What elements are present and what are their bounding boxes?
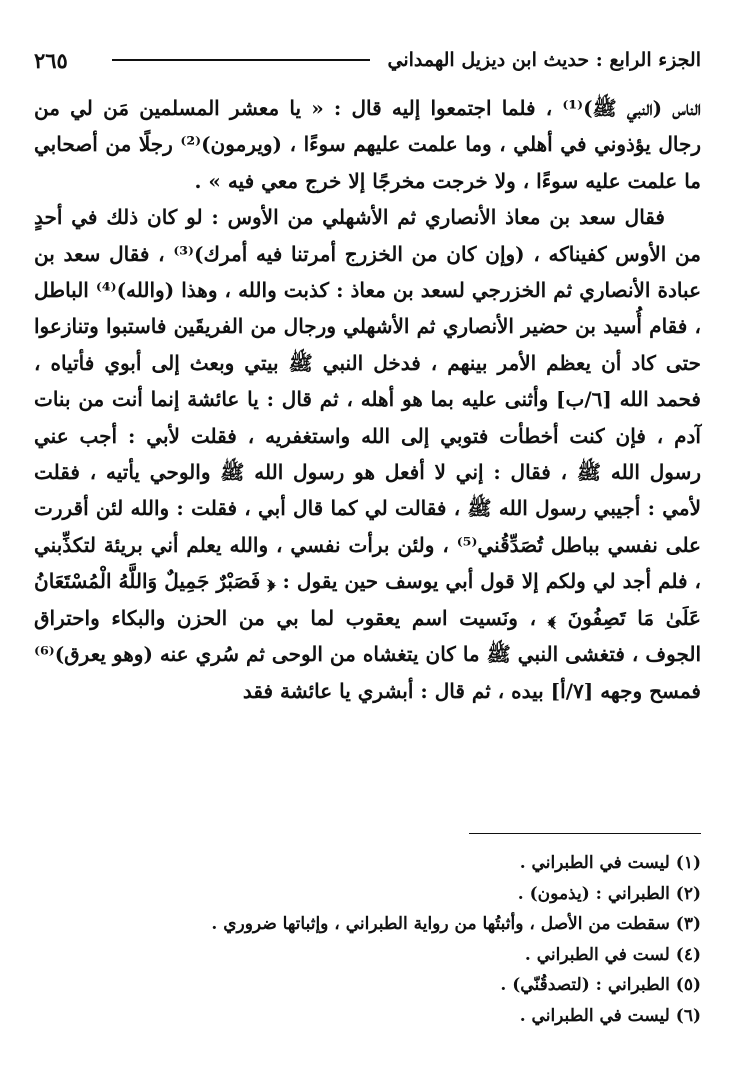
header-rule [112,59,370,61]
footnote-1: (١) ليست في الطبراني . [519,853,701,873]
footnote-divider [469,833,701,834]
footnote-4: (٤) لست في الطبراني . [524,944,701,965]
page-number: ٢٦٥ [34,47,68,73]
paragraph: فقال سعد بن معاذ الأنصاري ثم الأشهلي من الأوس : لو كان ذلك في أحدٍ من الأوس كفيناكه ، (وإن كان من الخزرج أمرتنا فيه أمرك)⁽³⁾ ، فقال سعد بن عبادة الأنصاري ثم الخزرجي لسعد بن معاذ : كذبت والله ، وهذا (والله)⁽⁴⁾ الباطل ، فقام أُسيد بن حضير الأنصاري ثم الأشهلي ورجال من الفريقَين فاستبوا وتنازعوا حتى كاد أن يعظم الأمر بينهم ، فدخل النبي ﷺ بيتي وبعث إلى أبوي فأتياه ، فحمد الله [٦/ب] وأثنى عليه بما هو أهله ، ثم قال : يا عائشة إنما أنت من بنات آدم ، فإن كنت أخطأت فتوبي إلى الله واستغفريه ، فقلت لأبي : أجب عني رسول الله ﷺ ، فقال : إني لا أفعل هو رسول الله ﷺ والوحي يأتيه ، فقلت لأمي : أجيبي رسول الله ﷺ ، فقالت لي كما قال أبي ، فقلت : والله لئن أقررت على نفسي بباطل تُصَدِّقُني⁽⁵⁾ ، ولئن برأت نفسي ، والله يعلم أني بريئة لتكذِّبني ، فلم أجد لي ولكم إلا قول أبي يوسف حين يقول : ﴿ فَصَبْرٌ جَمِيلٌ وَاللَّهُ الْمُسْتَعَانُ عَلَىٰ مَا تَصِفُونَ ﴾ ، ونَسيت اسم يعقوب لما بي من الحزن والبكاء واحتراق الجوف ، فتغشى النبي ﷺ ما كان يتغشاه من الوحى ثم سُري عنه (وهو يعرق)⁽⁶⁾ فمسح وجهه [٧/أ] بيده ، ثم قال : أبشري يا عائشة فقد [34,205,701,703]
running-head: الجزء الرابع : حديث ابن ديزيل الهمداني [387,49,701,71]
footnotes [34,848,701,1031]
main-text [34,90,701,709]
footnote-2: (٢) الطبراني : (يذمون) . [517,883,701,904]
footnote-3: (٣) سقطت من الأصل ، وأثبتُها من رواية الطبراني ، وإثباتها ضروري . [211,914,701,934]
page-header [34,40,701,80]
footnote-5: (٥) الطبراني : (لتصدقُنّي) . [500,975,701,995]
footnote-6: (٦) ليست في الطبراني . [519,1005,701,1026]
paragraph: الناس (النبي ﷺ)⁽¹⁾ ، فلما اجتمعوا إليه قال : « يا معشر المسلمين مَن لي من رجال يؤذوني في أهلي ، وما علمت عليهم سوءًا ، (ويرمون)⁽²⁾ رجلًا من أصحابي ما علمت عليه سوءًا ، ولا خرجت مخرجًا إلا خرج معي فيه » . [34,96,701,193]
